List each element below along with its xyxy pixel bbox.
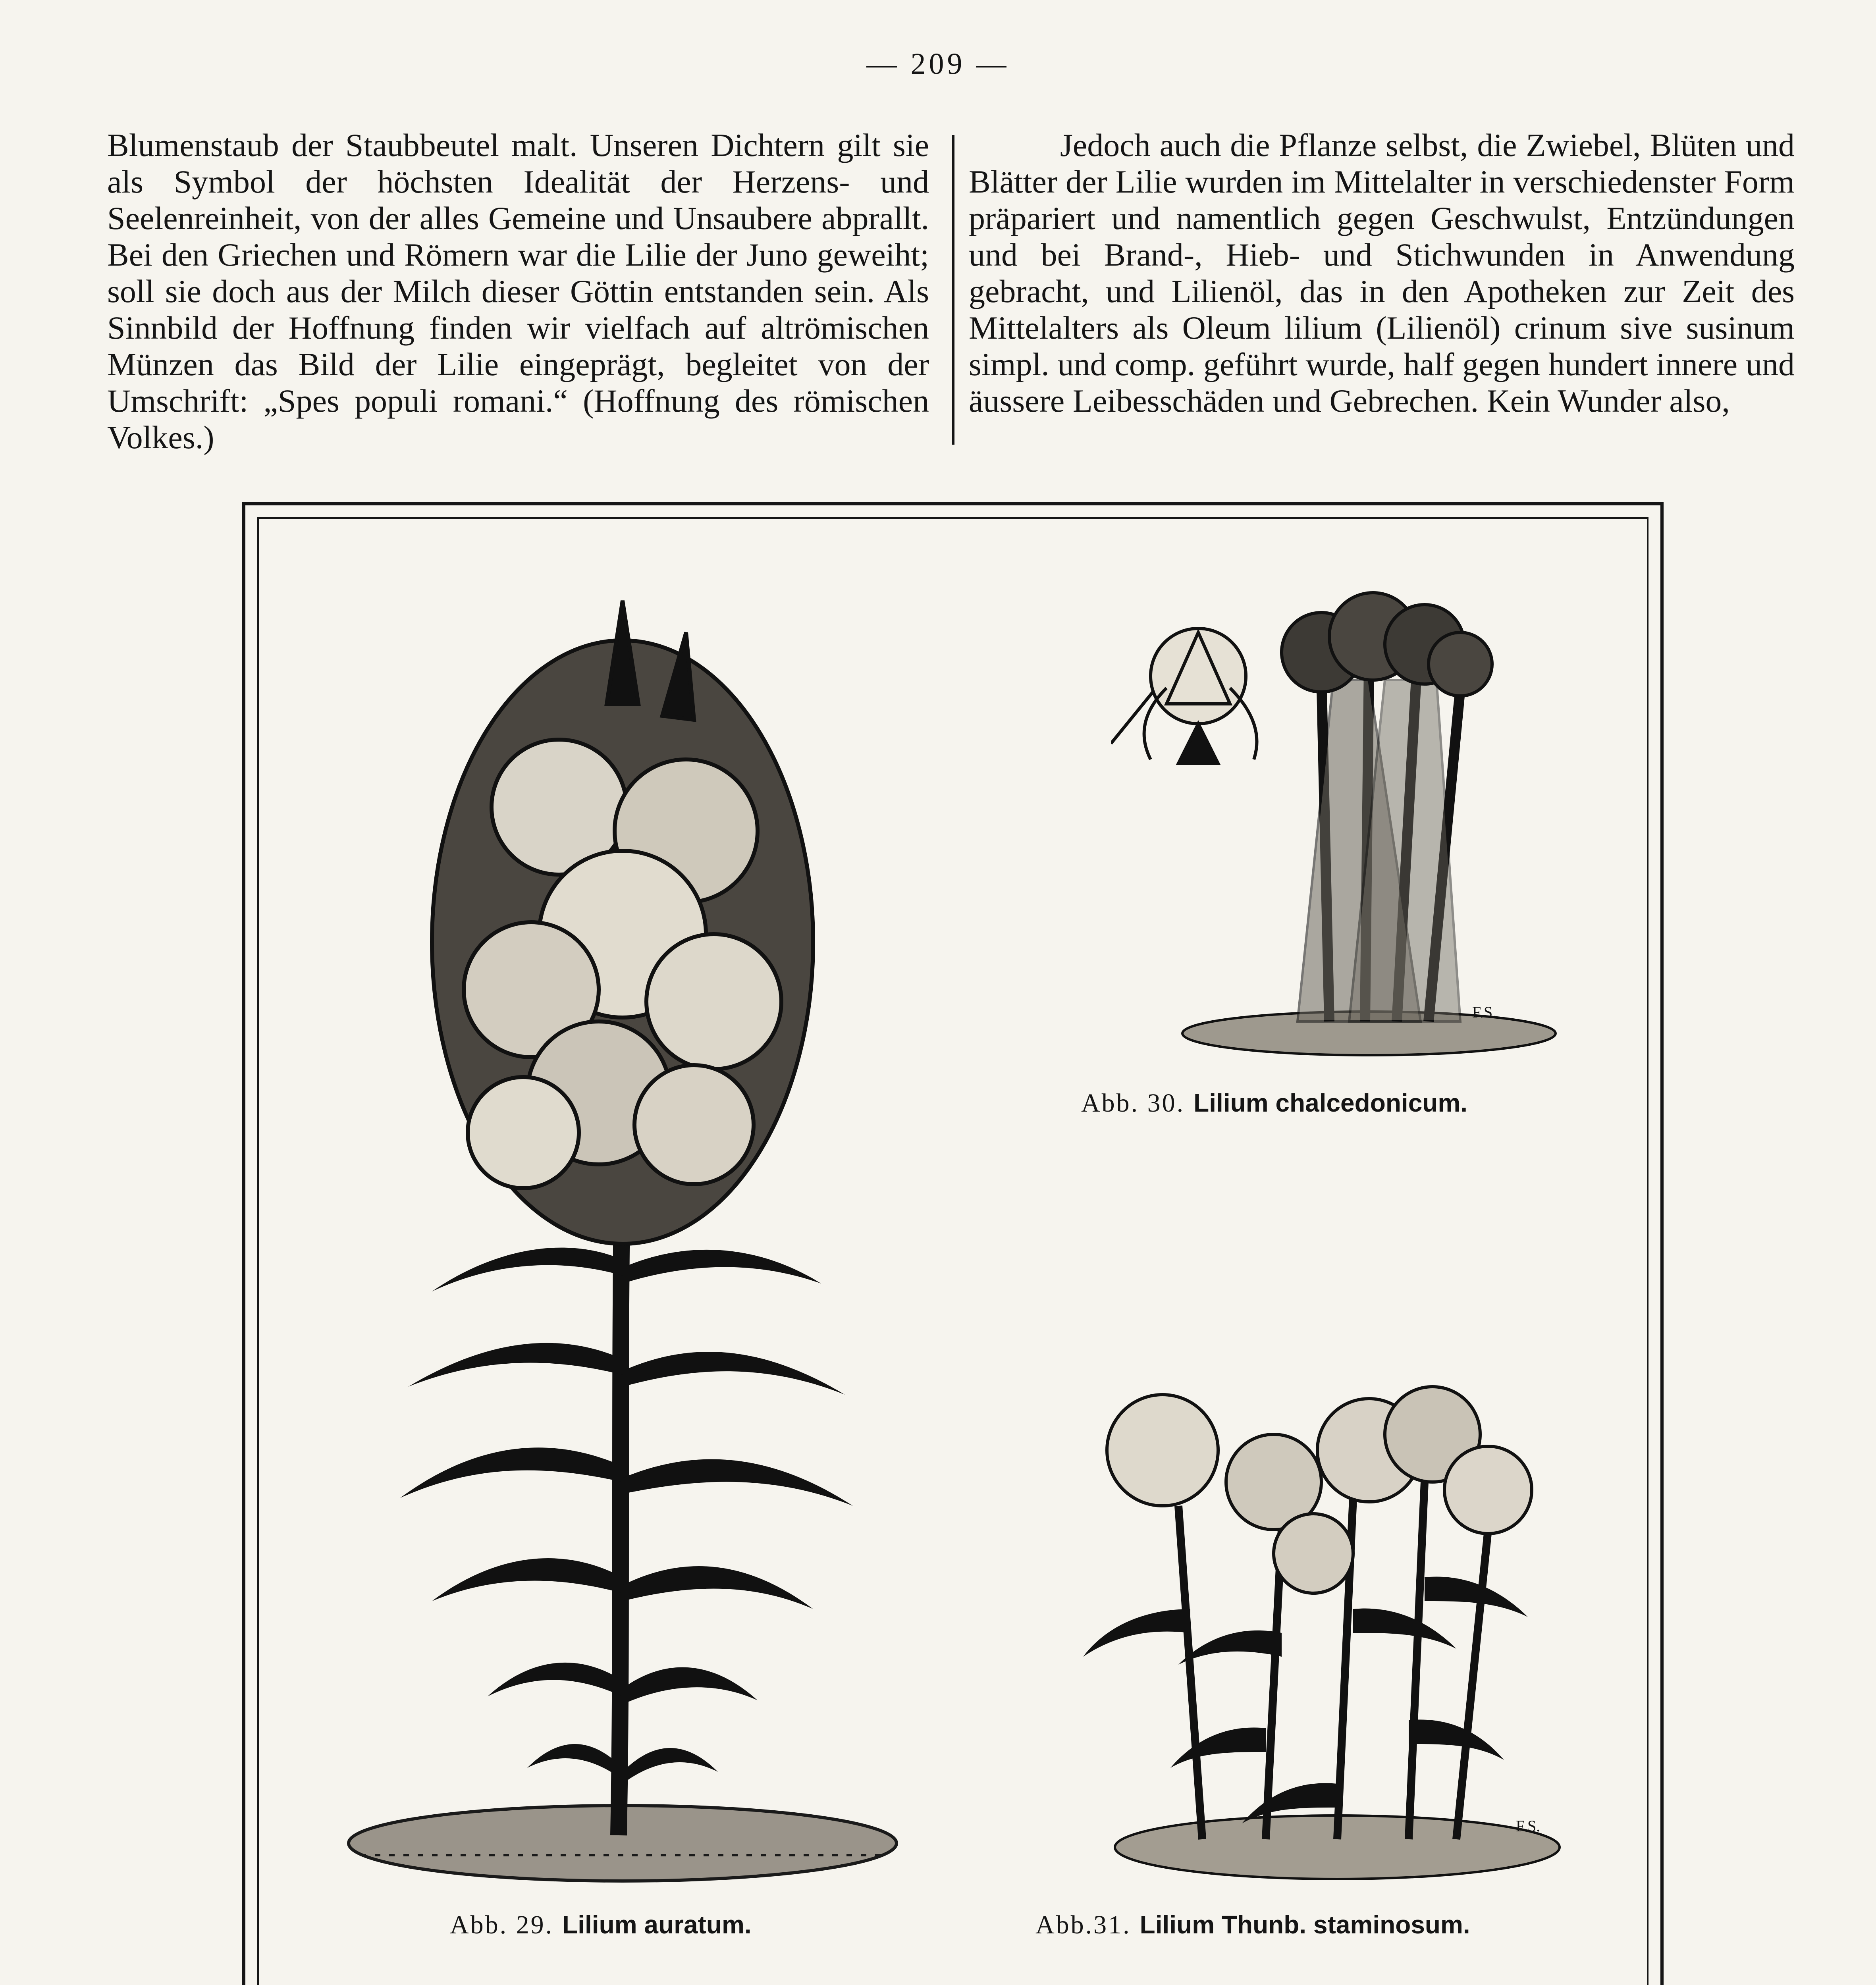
paragraph: Blumenstaub der Staubbeutel malt. Unseren Dichtern gilt sie als Symbol der höchsten Idealität der Herzens- und Seelenreinheit, von der alles Gemeine und Unsaubere abprallt. Bei den Griechen und Römern war die Lilie der Juno geweiht; soll sie doch aus der Milch dieser Göttin entstanden sein. Als Sinnbild der Hoffnung finden wir vielfach auf altrömischen Münzen das Bild der Lilie eingeprägt, begleitet von der Umschrift: „Spes populi romani.“ (Hoffnung des römischen Volkes.) [107, 127, 929, 455]
species-name: Lilium chalcedonicum. [1193, 1089, 1468, 1117]
species-name: Lilium Thunb. staminosum. [1139, 1910, 1470, 1939]
paragraph: Jedoch auch die Pflanze selbst, die Zwiebel, Blüten und Blätter der Lilie wurden im Mittelalter in verschiedenster Form präpariert und namentlich gegen Geschwulst, Entzündungen und bei Brand-, Hieb- und Stichwunden in Anwendung gebracht, und Lilienöl, das in den Apotheken zur Zeit des Mittelalters als Oleum lilium (Lilienöl) crinum sive susinum simpl. und comp. geführt wurde, half gegen hundert innere und äussere Leibesschäden und Gebrechen. Kein Wunder also, [969, 127, 1795, 419]
figure-number: Abb.31. [1035, 1910, 1131, 1939]
lilium-chalcedonicum-illustration [1111, 577, 1568, 1065]
page-number: — 209 — [866, 47, 1010, 81]
figure-number: Abb. 30. [1081, 1089, 1185, 1118]
species-name: Lilium auratum. [562, 1910, 752, 1939]
engraver-mark: F.S. [1472, 1003, 1497, 1021]
column-rule-top [952, 135, 954, 445]
flower-cluster [432, 601, 813, 1244]
detail-flower [1111, 628, 1257, 763]
text-column-top-right [969, 127, 1795, 419]
lilium-auratum-illustration [345, 585, 900, 1895]
lilium-staminosum-illustration [1059, 1331, 1568, 1887]
flower-heads [1107, 1387, 1532, 1593]
figure-caption-29 [450, 1909, 752, 1941]
figure-caption-31 [1035, 1909, 1470, 1941]
figure-caption-30 [1081, 1087, 1467, 1119]
engraver-mark: F.S. [1516, 1817, 1541, 1835]
text-column-top-left [107, 127, 929, 456]
figure-number: Abb. 29. [450, 1910, 554, 1939]
figure-plate [242, 502, 1664, 1985]
